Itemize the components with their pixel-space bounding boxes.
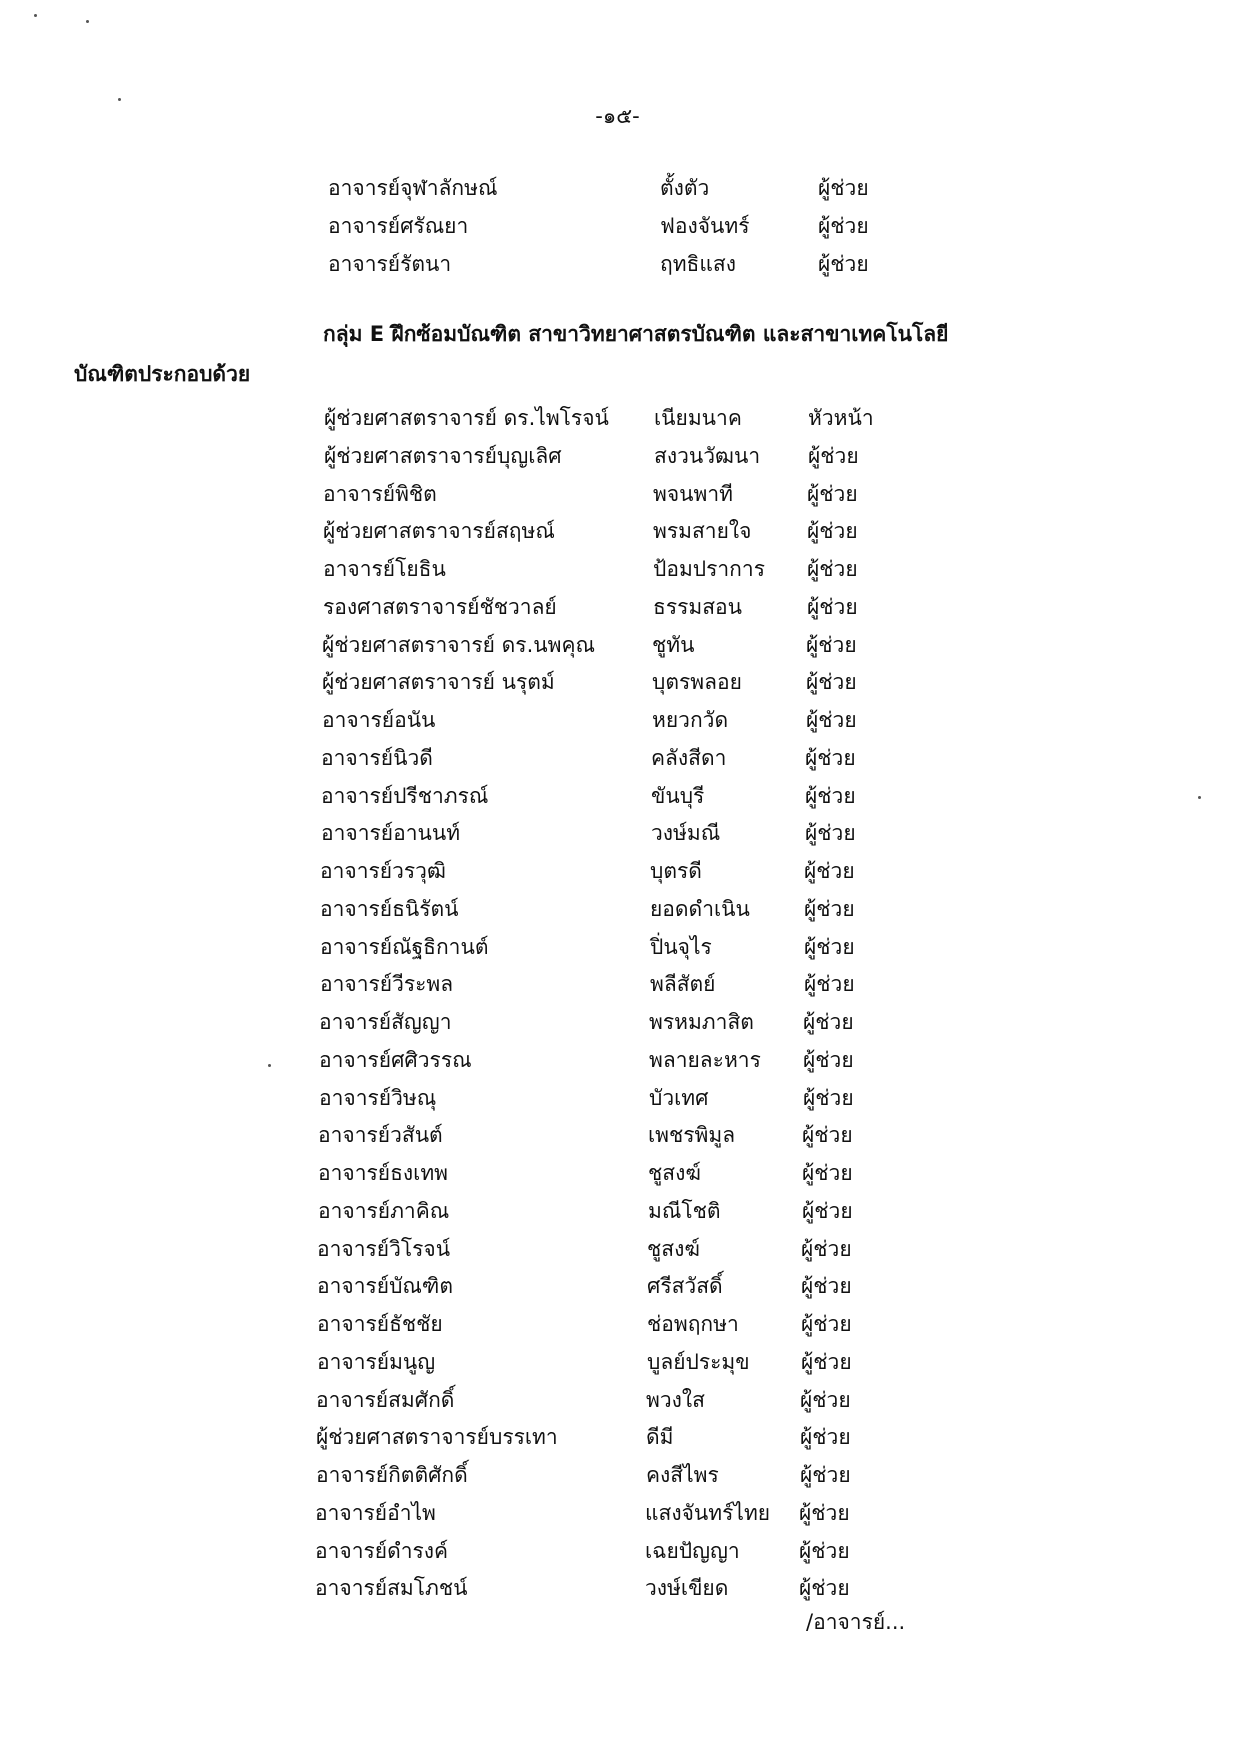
member-name: อาจารย์ธงเทพ (318, 1161, 449, 1185)
continuation-note: /อาจารย์... (806, 1610, 906, 1634)
member-role: ผู้ช่วย (802, 1199, 853, 1223)
member-name: ผู้ช่วยศาสตราจารย์บรรเทา (316, 1425, 558, 1449)
member-name: อาจารย์วิษณุ (319, 1086, 437, 1110)
list-item (323, 589, 903, 625)
member-name: อาจารย์โยธิน (323, 557, 446, 581)
member-role: ผู้ช่วย (799, 1539, 850, 1563)
member-surname: พลายละหาร (649, 1048, 761, 1072)
member-role: ผู้ช่วย (799, 1576, 850, 1600)
scan-speck (118, 98, 121, 101)
list-item (318, 1193, 898, 1229)
list-item (322, 664, 902, 700)
member-surname: พรมสายใจ (653, 519, 752, 543)
member-surname: ปิ่นจุไร (650, 935, 712, 959)
member-name: อาจารย์ดำรงค์ (315, 1539, 449, 1563)
member-surname: พลีสัตย์ (650, 972, 716, 996)
member-role: ผู้ช่วย (818, 176, 869, 200)
member-name: ผู้ช่วยศาสตราจารย์ นรุตม์ (322, 670, 555, 694)
member-name: อาจารย์กิตติศักดิ์ (316, 1463, 468, 1487)
member-name: อาจารย์อนัน (322, 708, 436, 732)
member-surname: คลังสีดา (651, 746, 727, 770)
member-surname: เพชรพิมูล (648, 1123, 736, 1147)
member-surname: วงษ์มณี (651, 821, 721, 845)
member-surname: หยวกวัด (652, 708, 729, 732)
member-role: ผู้ช่วย (799, 1501, 850, 1525)
list-item (315, 1495, 895, 1531)
member-name: อาจารย์วรวุฒิ (320, 859, 446, 883)
member-name: อาจารย์สัญญา (319, 1010, 452, 1034)
list-item (317, 1231, 897, 1267)
member-name: อาจารย์สมศักดิ์ (316, 1388, 455, 1412)
member-name: อาจารย์ภาคิณ (318, 1199, 450, 1223)
member-surname: ฤทธิแสง (660, 252, 736, 276)
member-role: ผู้ช่วย (807, 595, 858, 619)
member-name: อาจารย์พิชิต (323, 482, 437, 506)
member-name: อาจารย์อานนท์ (321, 821, 461, 845)
member-surname: บุตรดี (650, 859, 702, 883)
member-role: ผู้ช่วย (804, 972, 855, 996)
member-name: อาจารย์ธนิรัตน์ (320, 897, 459, 921)
member-name: อาจารย์รัตนา (328, 252, 452, 276)
list-item (318, 1155, 898, 1191)
member-surname: ยอดดำเนิน (650, 897, 750, 921)
scan-speck (86, 20, 89, 23)
scan-speck (1198, 796, 1201, 799)
page-number: -๑๕- (595, 104, 640, 128)
member-surname: แสงจันทร์ไทย (645, 1501, 771, 1525)
member-name: ผู้ช่วยศาสตราจารย์ ดร.ไพโรจน์ (324, 406, 609, 430)
list-item (315, 1570, 895, 1606)
member-role: ผู้ช่วย (808, 444, 859, 468)
member-name: อาจารย์ธัชชัย (317, 1312, 443, 1336)
member-role: ผู้ช่วย (800, 1463, 851, 1487)
list-item (323, 476, 903, 512)
member-role: ผู้ช่วย (818, 252, 869, 276)
scan-speck (268, 1064, 271, 1067)
member-surname: ชูสงฆ์ (648, 1161, 701, 1185)
scan-speck (34, 14, 37, 17)
member-role: ผู้ช่วย (804, 859, 855, 883)
member-surname: ธรรมสอน (653, 595, 743, 619)
list-item (323, 513, 903, 549)
member-surname: พวงใส (646, 1388, 705, 1412)
member-name: อาจารย์ณัฐธิกานต์ (320, 935, 489, 959)
member-name: รองศาสตราจารย์ชัชวาลย์ (323, 595, 557, 619)
member-role: ผู้ช่วย (804, 935, 855, 959)
member-surname: ฟองจันทร์ (660, 214, 750, 238)
member-name: อาจารย์มนูญ (317, 1350, 436, 1374)
list-item (328, 208, 908, 244)
member-role: หัวหน้า (808, 406, 874, 430)
member-surname: ขันบุรี (651, 784, 705, 808)
list-item (320, 966, 900, 1002)
member-surname: คงสีไพร (646, 1463, 719, 1487)
group-heading: กลุ่ม E ฝึกซ้อมบัณฑิต สาขาวิทยาศาสตรบัณฑิต และสาขาเทคโนโลยี (323, 322, 949, 346)
list-item (320, 853, 900, 889)
member-surname: บุตรพลอย (652, 670, 742, 694)
list-item (324, 438, 904, 474)
list-item (328, 246, 908, 282)
list-item (319, 1042, 899, 1078)
list-item (320, 929, 900, 965)
member-role: ผู้ช่วย (802, 1161, 853, 1185)
member-surname: พรหมภาสิต (649, 1010, 754, 1034)
member-name: ผู้ช่วยศาสตราจารย์ ดร.นพคุณ (322, 633, 595, 657)
member-role: ผู้ช่วย (800, 1425, 851, 1449)
member-name: อาจารย์วิโรจน์ (317, 1237, 451, 1261)
member-surname: ชูสงฆ์ (647, 1237, 700, 1261)
list-item (319, 1004, 899, 1040)
member-role: ผู้ช่วย (803, 1086, 854, 1110)
member-role: ผู้ช่วย (818, 214, 869, 238)
member-name: ผู้ช่วยศาสตราจารย์สฤษณ์ (323, 519, 555, 543)
member-surname: สงวนวัฒนา (654, 444, 761, 468)
list-item (322, 702, 902, 738)
member-role: ผู้ช่วย (801, 1274, 852, 1298)
member-role: ผู้ช่วย (800, 1388, 851, 1412)
member-surname: ตั้งตัว (660, 176, 710, 200)
member-surname: บัวเทศ (649, 1086, 709, 1110)
list-item (321, 778, 901, 814)
group-heading-continued: บัณฑิตประกอบด้วย (74, 362, 251, 386)
list-item (317, 1268, 897, 1304)
list-item (317, 1306, 897, 1342)
member-surname: ศรีสวัสดิ์ (647, 1274, 723, 1298)
list-item (319, 1080, 899, 1116)
member-surname: บูลย์ประมุข (647, 1350, 750, 1374)
list-item (321, 740, 901, 776)
member-surname: ชูทัน (652, 633, 695, 657)
list-item (318, 1117, 898, 1153)
member-name: อาจารย์นิวดี (321, 746, 433, 770)
member-role: ผู้ช่วย (802, 1123, 853, 1147)
list-item (316, 1382, 896, 1418)
member-role: ผู้ช่วย (806, 670, 857, 694)
list-item (315, 1533, 895, 1569)
member-surname: ดีมี (646, 1425, 674, 1449)
member-role: ผู้ช่วย (806, 708, 857, 732)
member-name: อาจารย์วสันต์ (318, 1123, 443, 1147)
list-item (316, 1457, 896, 1493)
member-name: อาจารย์ศศิวรรณ (319, 1048, 472, 1072)
member-surname: ช่อพฤกษา (647, 1312, 739, 1336)
member-role: ผู้ช่วย (807, 482, 858, 506)
list-item (316, 1419, 896, 1455)
list-item (322, 627, 902, 663)
member-surname: เนียมนาค (654, 406, 742, 430)
member-surname: มณีโชติ (648, 1199, 721, 1223)
member-surname: เฉยปัญญา (645, 1539, 740, 1563)
list-item (324, 400, 904, 436)
member-role: ผู้ช่วย (801, 1350, 852, 1374)
member-name: อาจารย์ศรัณยา (328, 214, 469, 238)
member-name: อาจารย์วีระพล (320, 972, 454, 996)
member-role: ผู้ช่วย (806, 633, 857, 657)
member-surname: วงษ์เขียด (645, 1576, 729, 1600)
member-role: ผู้ช่วย (801, 1312, 852, 1336)
list-item (323, 551, 903, 587)
member-role: ผู้ช่วย (803, 1010, 854, 1034)
member-name: อาจารย์สมโภชน์ (315, 1576, 468, 1600)
member-name: อาจารย์บัณฑิต (317, 1274, 453, 1298)
member-role: ผู้ช่วย (804, 897, 855, 921)
member-role: ผู้ช่วย (805, 821, 856, 845)
list-item (320, 891, 900, 927)
member-role: ผู้ช่วย (803, 1048, 854, 1072)
member-surname: ป้อมปราการ (653, 557, 765, 581)
member-role: ผู้ช่วย (805, 746, 856, 770)
member-role: ผู้ช่วย (805, 784, 856, 808)
list-item (317, 1344, 897, 1380)
member-role: ผู้ช่วย (807, 519, 858, 543)
member-name: อาจารย์จุฬาลักษณ์ (328, 176, 498, 200)
list-item (321, 815, 901, 851)
member-surname: พจนพาที (653, 482, 733, 506)
list-item (328, 170, 908, 206)
member-role: ผู้ช่วย (807, 557, 858, 581)
member-name: อาจารย์ปรีชาภรณ์ (321, 784, 489, 808)
member-name: อาจารย์อำไพ (315, 1501, 436, 1525)
member-name: ผู้ช่วยศาสตราจารย์บุญเลิศ (324, 444, 562, 468)
member-role: ผู้ช่วย (801, 1237, 852, 1261)
